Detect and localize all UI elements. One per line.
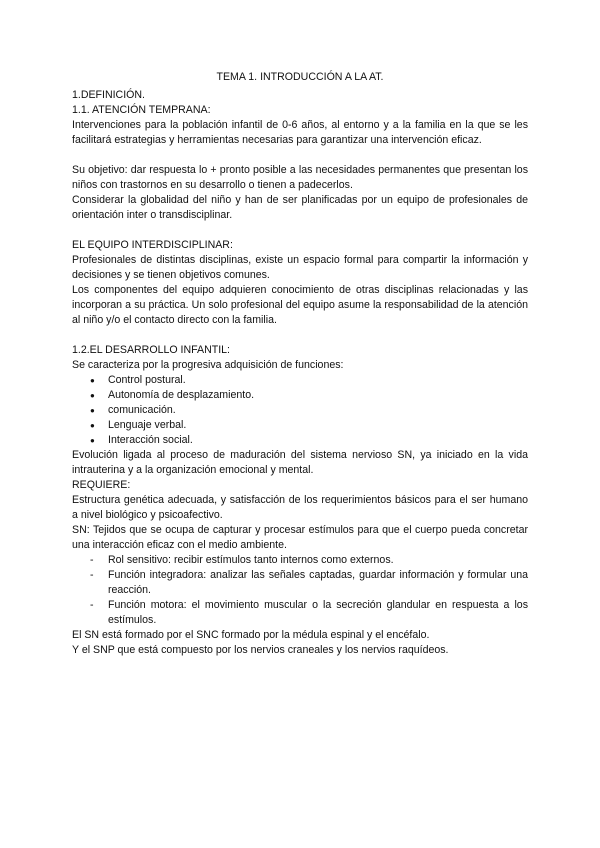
list-item: - Rol sensitivo: recibir estímulos tanto internos como externos. (90, 553, 528, 568)
paragraph-caracteriza: Se caracteriza por la progresiva adquisición de funciones: (72, 359, 344, 371)
paragraph-objetivo: Su objetivo: dar respuesta lo + pronto posible a las necesidades permanentes que presentan los niños con trastornos en su desarrollo o tienen a padecerlos. (72, 164, 528, 191)
page-title: TEMA 1. INTRODUCCIÓN A LA AT. (216, 71, 384, 83)
paragraph-snp: Y el SNP que está compuesto por los nervios craneales y los nervios raquídeos. (72, 644, 449, 656)
paragraph-componentes: Los componentes del equipo adquieren conocimiento de otras disciplinas relacionadas y las incorporan a su práctica. Un solo profesional del equipo asume la responsabilidad de la atención al niño y/o el contacto directo con la familia. (72, 284, 528, 326)
paragraph-snc: El SN está formado por el SNC formado por la médula espinal y el encéfalo. (72, 629, 430, 641)
paragraph-globalidad: Considerar la globalidad del niño y han de ser planificadas por un equipo de profesionales de orientación inter o transdisciplinar. (72, 194, 528, 221)
list-item: ● Control postural. (90, 373, 528, 388)
list-item: - Función motora: el movimiento muscular o la secreción glandular en respuesta a los estímulos. (90, 598, 528, 628)
section-heading-definicion: 1.DEFINICIÓN. (72, 89, 145, 101)
functions-list (72, 373, 528, 448)
list-item: ● Lenguaje verbal. (90, 418, 528, 433)
subheading-atencion-temprana: 1.1. ATENCIÓN TEMPRANA: (72, 104, 211, 116)
list-item: ● Autonomía de desplazamiento. (90, 388, 528, 403)
paragraph-profesionales: Profesionales de distintas disciplinas, existe un espacio formal para compartir la información y decisiones y se tienen objetivos comunes. (72, 254, 528, 281)
paragraph-intervenciones: Intervenciones para la población infantil de 0-6 años, al entorno y a la familia en la que se les facilitará estrategias y herramientas necesarias para garantizar una intervención eficaz. (72, 119, 528, 146)
paragraph-sn: SN: Tejidos que se ocupa de capturar y procesar estímulos para que el cuerpo pueda concretar una interacción eficaz con el medio ambiente. (72, 524, 528, 551)
spacer (72, 148, 528, 163)
heading-equipo-interdisciplinar: EL EQUIPO INTERDISCIPLINAR: (72, 239, 233, 251)
sn-roles-list (72, 553, 528, 628)
list-item: ● Interacción social. (90, 433, 528, 448)
paragraph-requiere: Estructura genética adecuada, y satisfacción de los requerimientos básicos para el ser humano a nivel biológico y psicoafectivo. (72, 494, 528, 521)
document-body (72, 70, 528, 658)
label-requiere: REQUIERE: (72, 479, 131, 491)
list-item: ● comunicación. (90, 403, 528, 418)
heading-desarrollo-infantil: 1.2.EL DESARROLLO INFANTIL: (72, 344, 230, 356)
spacer (72, 223, 528, 238)
spacer (72, 328, 528, 343)
paragraph-evolucion: Evolución ligada al proceso de maduración del sistema nervioso SN, ya iniciado en la vida intrauterina y a la organización emocional y mental. (72, 449, 528, 476)
list-item: - Función integradora: analizar las señales captadas, guardar información y formular una reacción. (90, 568, 528, 598)
